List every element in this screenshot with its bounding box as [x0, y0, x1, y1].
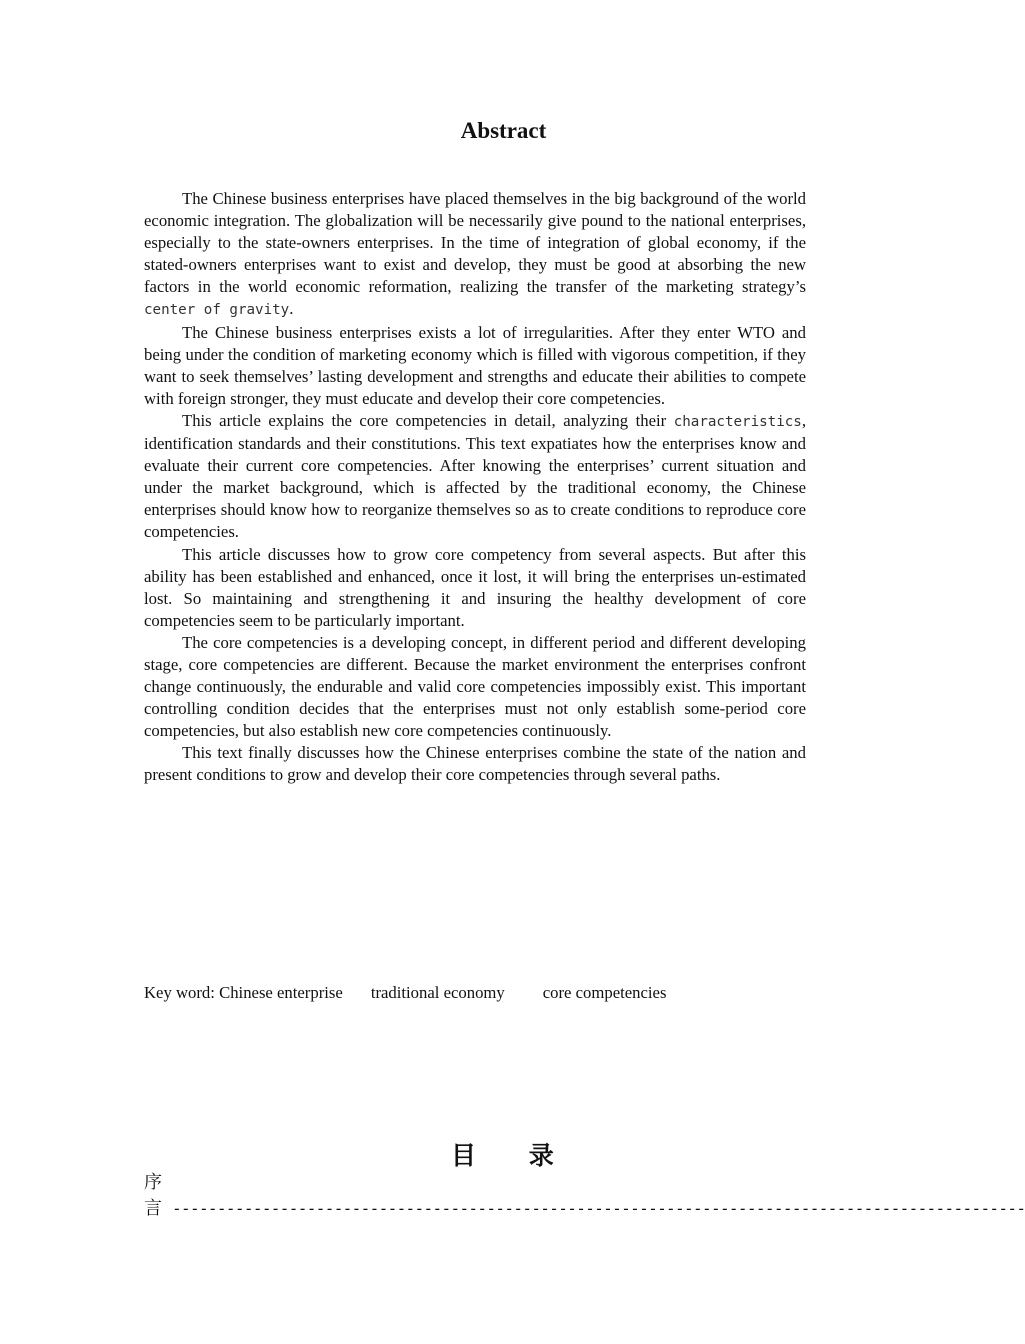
abstract-paragraph-1: The Chinese business enterprises have placed themselves in the big background of the world economic integration. The globalization will be necessarily give pound to the national enterprises, especially to the state-owners enterprises. In the time of integration of global economy, if the stated-owners enterprises want to exist and develop, they must be good at absorbing the new factors in the world economic reformation, realizing the transfer of the marketing strategy’s center of gravity.	[144, 189, 806, 319]
toc-leader: -----------------------------------------------------------------------------------------------	[172, 1199, 1025, 1218]
mono-term: center of gravity	[144, 302, 290, 319]
keywords-label: Key word:	[144, 983, 220, 1002]
abstract-paragraph-3: This article explains the core competencies in detail, analyzing their characteristics, identification standards and their constitutions. This text expatiates how the enterprises know and evaluate their current core competencies. After knowing the enterprises’ current situation and under the market background, which is affected by the traditional economy, the Chinese enterprises should know how to reorganize themselves so as to create conditions to reproduce core competencies.	[144, 410, 806, 542]
abstract-paragraph-5: The core competencies is a developing concept, in different period and different developing stage, core competencies are different. Because the market environment the enterprises confront change continuously, the endurable and valid core competencies impossibly exist. This important controlling condition decides that the enterprises must not only establish some-period core competencies, but also establish new core competencies continuously.	[144, 632, 806, 741]
keyword-item: Chinese enterprise	[219, 983, 343, 1002]
toc-title: 目 录	[451, 1141, 576, 1170]
toc-entry[interactable]	[144, 1170, 1025, 1222]
mono-term: characteristics	[673, 413, 802, 430]
abstract-paragraph-6: This text finally discusses how the Chinese enterprises combine the state of the nation and present conditions to grow and develop their core competencies through several paths.	[144, 743, 806, 785]
keyword-item: core competencies	[542, 983, 667, 1002]
abstract-paragraph-2: The Chinese business enterprises exists a lot of irregularities. After they enter WTO and being under the condition of marketing economy which is filled with vigorous competition, if they want to seek themselves’ lasting development and strengths and educate their abilities to compete with foreign stronger, they must educate and develop their core competencies.	[144, 322, 806, 408]
toc-entry-label-line2: 言	[144, 1198, 162, 1219]
abstract-body	[144, 188, 806, 787]
keywords-line	[144, 982, 666, 1004]
keyword-item: traditional economy	[370, 983, 505, 1002]
toc-entry-label-line1: 序	[144, 1172, 162, 1193]
toc-entry-line2	[144, 1196, 1025, 1222]
abstract-paragraph-4: This article discusses how to grow core competency from several aspects. But after this ability has been established and enhanced, once it lost, it will bring the enterprises un-estimated lost. So maintaining and strengthening it and insuring the healthy development of core competencies seem to be particularly important.	[144, 544, 806, 630]
abstract-title: Abstract	[460, 118, 547, 143]
